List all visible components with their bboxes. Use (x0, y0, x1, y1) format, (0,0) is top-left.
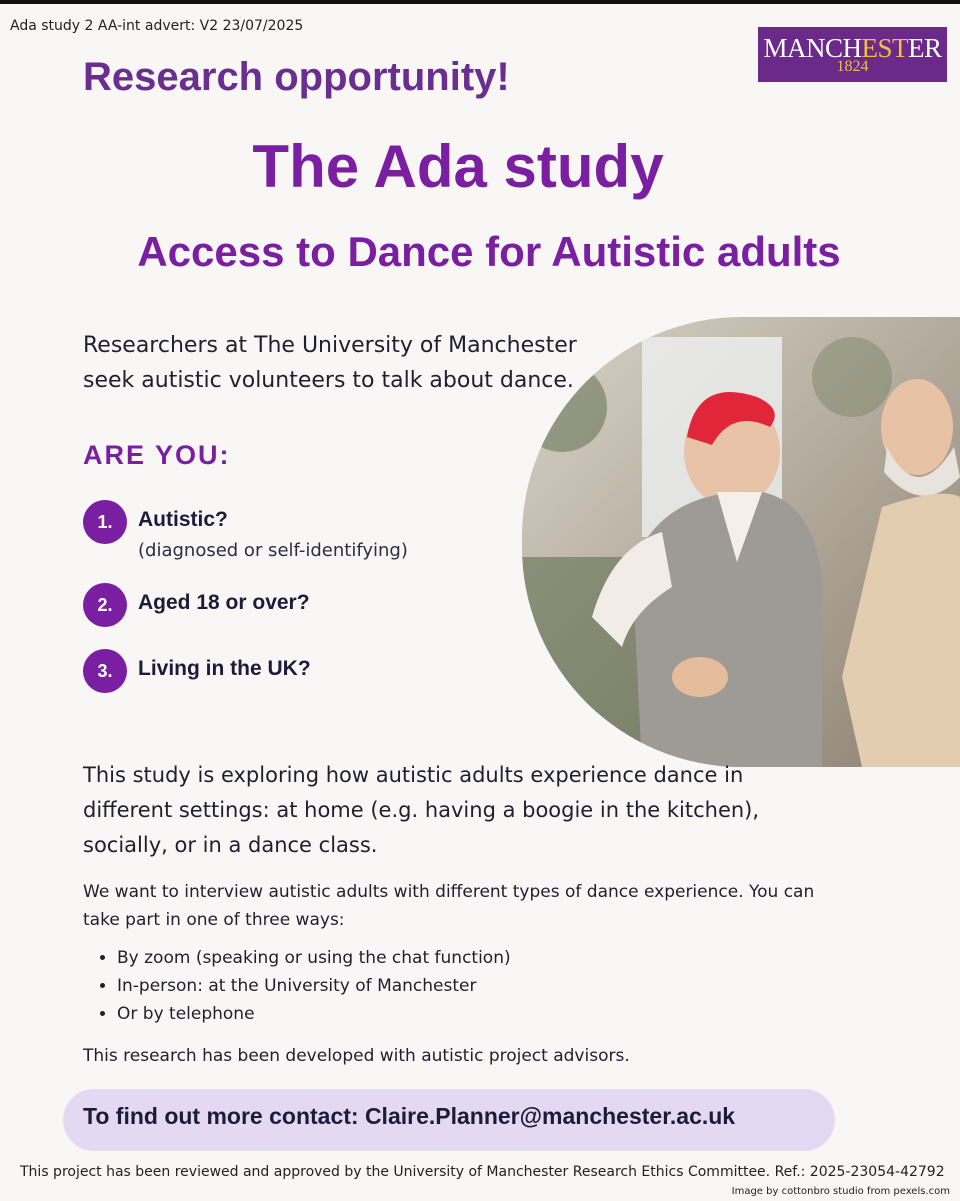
number-badge: 2. (83, 583, 127, 627)
version-label: Ada study 2 AA-int advert: V2 23/07/2025 (10, 18, 304, 34)
headline: Research opportunity! (83, 55, 510, 99)
image-credit: Image by cottonbro studio from pexels.com (731, 1186, 950, 1197)
logo-wordmark: MANCHESTER (763, 33, 942, 63)
list-item: • By zoom (speaking or using the chat function) (117, 944, 511, 972)
advisors-note: This research has been developed with autistic project advisors. (83, 1046, 630, 1066)
intro-text: Researchers at The University of Manchester seek autistic volunteers to talk about dance. (83, 333, 577, 393)
top-border (0, 0, 960, 4)
dancing-couple-photo (522, 317, 960, 767)
page-title: The Ada study (252, 133, 664, 200)
ethics-statement: This project has been reviewed and approved by the University of Manchester Research Ethics Committee. Ref.: 2025-23054-42792 (20, 1164, 945, 1180)
contact-banner (63, 1089, 835, 1151)
participation-list (97, 944, 511, 1028)
criterion-label: Autistic? (138, 508, 228, 531)
criteria-heading: ARE YOU: (83, 440, 231, 470)
page-subtitle: Access to Dance for Autistic adults (137, 228, 841, 275)
list-item: • Or by telephone (117, 1000, 511, 1028)
number-badge: 1. (83, 500, 127, 544)
list-item: • In-person: at the University of Manchester (117, 972, 511, 1000)
interview-description: We want to interview autistic adults with different types of dance experience. You can take part in one of three ways: (83, 882, 815, 930)
logo-year: 1824 (836, 58, 869, 75)
criterion-note: (diagnosed or self-identifying) (138, 540, 408, 561)
university-logo (758, 27, 947, 82)
criterion-label: Living in the UK? (138, 657, 311, 680)
criterion-label: Aged 18 or over? (138, 591, 310, 614)
study-description: This study is exploring how autistic adults experience dance in different settings: at home (e.g. having a boogie in the kitchen), socially, or in a dance class. (83, 763, 760, 857)
contact-text[interactable]: To find out more contact: Claire.Planner@manchester.ac.uk (83, 1103, 736, 1129)
number-badge: 3. (83, 649, 127, 693)
